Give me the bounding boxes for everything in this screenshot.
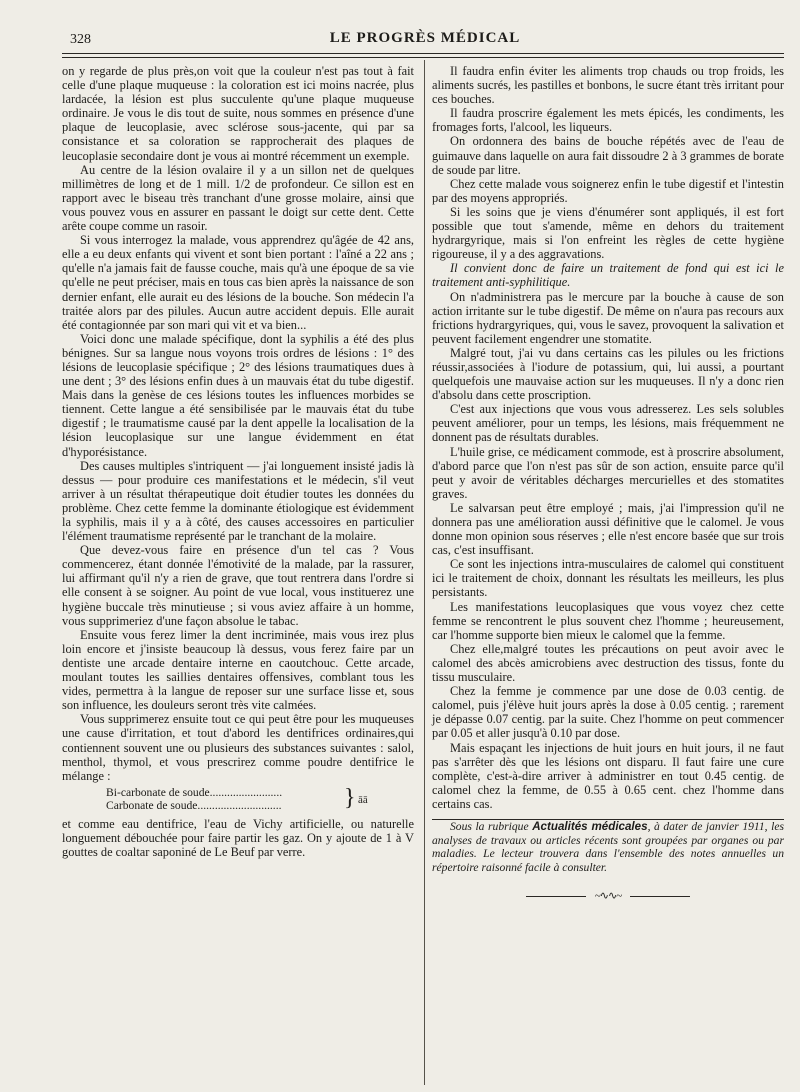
journal-title: LE PROGRÈS MÉDICAL — [329, 30, 521, 46]
notice-suffix: , à dater de janvier 1911, les analyses de travaux ou articles récents sont groupées par organes ou par maladies. Le lecteur trouvera dans l'ensemble des notes annuelles un répertoire raisonné facile à consulter. — [432, 819, 784, 874]
formula-quantity: āā — [358, 793, 368, 806]
right-column — [432, 64, 784, 904]
paragraph: Que devez-vous faire en présence d'un tel cas ? Vous commencerez, étant donnée l'émotivité de la malade, par la rassurer, lui affirmant qu'il n'y a rien de grave, que tout rentrera dans l'ordre si elle consent à se soigner. Au point de vue local, vous instituerez une hygiène buccale très minutieuse ; si vous aviez affaire à un homme, vous supprimeriez d'une façon absolue le tabac. — [62, 543, 414, 628]
paragraph: Ce sont les injections intra-musculaires de calomel qui constituent ici le traitement de choix, donnant les résultats les meilleurs, les plus persistants. — [432, 557, 784, 600]
header-rule-bottom — [62, 57, 784, 58]
paragraph: Vous supprimerez ensuite tout ce qui peut être pour les muqueuses une cause d'irritation, et tout d'abord les dentifrices ordinaires,qui contiennent souvent une ou plusieurs des substances suivantes : salol, menthol, thymol, et vous prescrirez comme poudre dentifrice le mélange : — [62, 712, 414, 783]
left-column — [62, 64, 414, 859]
header-rule-top — [62, 53, 784, 54]
paragraph: Malgré tout, j'ai vu dans certains cas les pilules ou les frictions réussir,associées à l'iodure de potassium, qui, lui aussi, a pourtant quelquefois une mauvaise action sur les muqueuses. Il n'y a donc rien d'absolu dans cette proscription. — [432, 345, 784, 403]
paragraph: C'est aux injections que vous vous adresserez. Les sels solubles peuvent améliorer, pour un temps, les lésions, mais fréquemment ne donnent pas de résultats durables. — [432, 402, 784, 445]
paragraph: Le salvarsan peut être employé ; mais, j'ai l'impression qu'il ne donnera pas une amélioration aussi définitive que le calomel. Je vous donne mon opinion sous réserves ; elle n'est encore basée que sur trois cas, c'est insuffisant. — [432, 500, 784, 558]
paragraph: Des causes multiples s'intriquent — j'ai longuement insisté jadis là dessus — pour produire ces manifestations et le médecin, s'il veut arriver à un résultat thérapeutique doit étudier toutes les données du problème. Chez cette femme la dominante étiologique est évidemment la syphilis, mais il y a à côté, des causes accessoires en particulier l'élément traumatisme représenté par le tranchant de la molaire. — [62, 458, 414, 544]
prescription-formula — [62, 785, 414, 815]
paragraph: Ensuite vous ferez limer la dent incriminée, mais vous irez plus loin encore et j'insiste beaucoup là dessus, vous ferez faire par un dentiste une arcade dentaire interne en caoutchouc. Cette arcade, moulant toutes les saillies dentaires offensives, comblant tous les vides, permettra à la langue de reposer sur une surface lisse et, sous son influence, les douleurs seront très vite calmées. — [62, 627, 414, 713]
paragraph: Au centre de la lésion ovalaire il y a un sillon net de quelques millimètres de long et de 1 mill. 1/2 de profondeur. Ce sillon est en rapport avec le biseau très tranchant d'une grosse molaire, ainsi que vous pouvez vous en assurer en passant le doigt sur cette dent. Cette arête coupe comme un rasoir. — [62, 162, 414, 234]
column-divider — [424, 60, 425, 1085]
ornament-line-right — [630, 896, 690, 897]
paragraph: Mais espaçant les injections de huit jours en huit jours, il ne faut pas s'arrêter dès que les lésions ont disparu. Il faut faire une cure complète, c'est-à-dire arriver à administrer en tout 0.45 centig. de calomel chez la femme, de 0.55 à 0.65 cent. chez l'homme dans certains cas. — [432, 740, 784, 811]
italic-paragraph: Il convient donc de faire un traitement de fond qui est ici le traitement anti-syphilitique. — [432, 261, 784, 290]
formula-line: Carbonate de soude............................. — [106, 798, 282, 812]
paragraph: Il faudra proscrire également les mets épicés, les condiments, les fromages forts, l'alcool, les liqueurs. — [432, 106, 784, 135]
formula-line: Bi-carbonate de soude......................... — [106, 785, 283, 799]
notice-rubric: Actualités médicales — [532, 819, 648, 833]
formula-brace: } — [344, 784, 356, 811]
paragraph: Si les soins que je viens d'énumérer sont appliqués, il est fort possible que tout s'amende, même en dehors du traitement hydrargyrique, mais si l'on enfreint les règles de cette hygiène rigoureuse, il y a des aggravations. — [432, 204, 784, 262]
paragraph: Chez cette malade vous soignerez enfin le tube digestif et l'intestin par des moyens appropriés. — [432, 176, 784, 205]
paragraph: L'huile grise, ce médicament commode, est à proscrire absolument, d'abord parce que l'on n'est pas sûr de son action, ensuite parce qu'il peut y avoir de véritables décharges mercurielles et des stomatites graves. — [432, 444, 784, 501]
paragraph: et comme eau dentifrice, l'eau de Vichy artificielle, ou naturelle longuement débouchée pour faire partir les gaz. On y ajoute de 1 à V gouttes de coaltar saponiné de Le Beuf par verre. — [62, 816, 414, 859]
ornament-divider — [432, 888, 784, 903]
paragraph: Si vous interrogez la malade, vous apprendrez qu'âgée de 42 ans, elle a eu deux enfants qui vivent et sont bien portant : l'aîné a 22 ans ; qu'elle n'a jamais fait de fausse couche, mais qu'à une époque de sa vie qu'elle ne peut préciser, mais en tous cas bien après la naissance de son dernier enfant, elle aurait eu des lésions de la bouche. Son médecin l'a traitée alors par des pilules. Aucun autre accident depuis. Elle aurait été contagionnée par son mari qui vit et va bien... — [62, 233, 414, 332]
paragraph: Voici donc une malade spécifique, dont la syphilis a été des plus bénignes. Sur sa langue nous voyons trois ordres de lésions : 1° des lésions de leucoplasie spécifique ; 2° des lésions traumatiques dues à une dent ; 3° des lésions enfin dues à un mauvais état du tube digestif. Mais dans la genèse de ces lésions toutes les influences morbides se tiennent. Cette langue a été sensibilisée par le mauvais état du tube digestif ; le traumatisme causé par la dent appelle la localisation de la lésion leucoplasique sur une langue évidemment en état d'hyporésistance. — [62, 331, 414, 459]
ornament-glyph: ~∿∿~ — [594, 890, 622, 903]
page-header — [70, 30, 780, 52]
editorial-notice — [432, 820, 784, 874]
paragraph: On ordonnera des bains de bouche répétés avec de l'eau de guimauve dans laquelle on aura fait dissoudre 2 à 3 grammes de borate de soude par litre. — [432, 134, 784, 177]
paragraph: Chez la femme je commence par une dose de 0.03 centig. de calomel, puis j'élève huit jours après la dose à 0.05 centig. ; rarement je dépasse 0.07 centig. par la suite. Chez l'homme on peut commencer par 0.05 et aller jusqu'à 0.10 par dose. — [432, 684, 784, 741]
page-number: 328 — [70, 32, 91, 47]
notice-prefix: Sous la rubrique — [450, 819, 533, 833]
paragraph: Les manifestations leucoplasiques que vous voyez chez cette femme se rencontrent le plus souvent chez l'homme ; heureusement, car l'homme supporte bien mieux le calomel que la femme. — [432, 599, 784, 642]
paragraph: Chez elle,malgré toutes les précautions on peut avoir avec le calomel des abcès amicrobiens avec destruction des tissus, fonte du tissu musculaire. — [432, 641, 784, 685]
ornament-line-left — [526, 896, 586, 897]
paragraph: On n'administrera pas le mercure par la bouche à cause de son action irritante sur le tube digestif. De même on n'aura pas recours aux frictions hydrargyriques, qui, vous le savez, provoquent la salivation et peuvent facilement engendrer une stomatite. — [432, 289, 784, 346]
paragraph: Il faudra enfin éviter les aliments trop chauds ou trop froids, les aliments sucrés, les pastilles et bonbons, le sucre étant très irritant pour ces bouches. — [432, 64, 785, 107]
paragraph: on y regarde de plus près,on voit que la couleur n'est pas tout à fait celle d'une plaque muqueuse : la coloration est ici moins nacrée, plus lardacée, la lésion est plus succulente qu'une plaque muqueuse ordinaire. Je vous le dis tout de suite, nous sommes en présence d'une plaque de leucoplasie, avec sclérose sous-jacente, qui par sa consistance et sa coloration se rapprocherait des plaques de leucoplasie secondaire dont je vous ai montré récemment un exemple. — [62, 64, 414, 163]
